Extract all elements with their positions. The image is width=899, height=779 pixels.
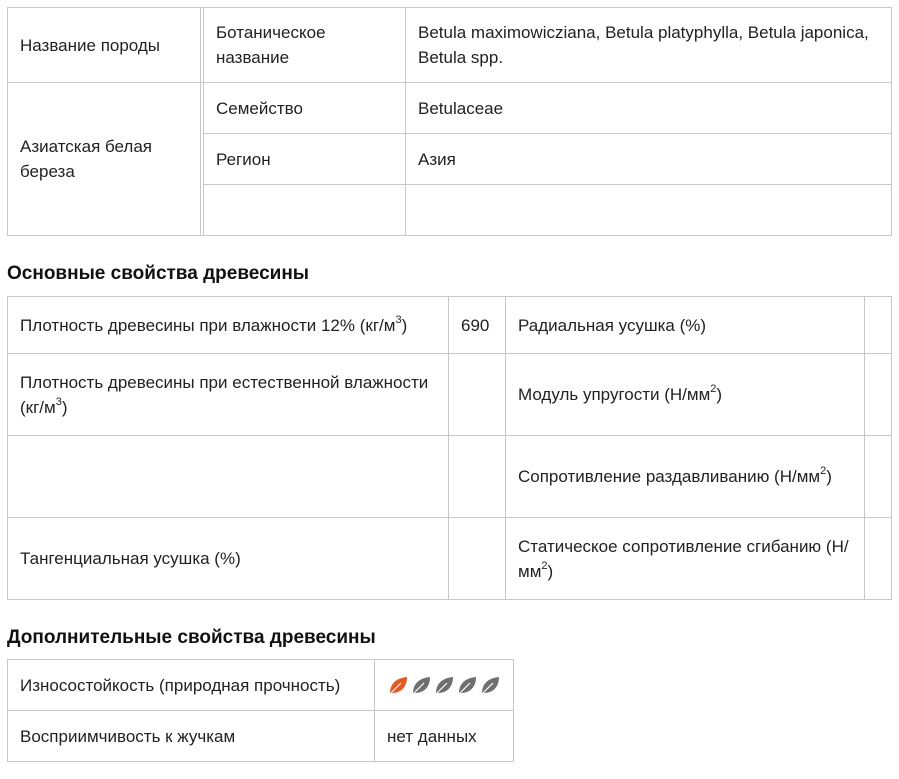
tangential-shrinkage-label: Тангенциальная усушка (%) [8, 518, 449, 600]
leaf-empty-icon [479, 674, 501, 696]
leaf-empty-icon [433, 674, 455, 696]
species-name-label: Название породы [8, 8, 201, 83]
family-label: Семейство [204, 83, 406, 134]
empty-cell [204, 185, 406, 236]
density-natural-label: Плотность древесины при естественной влажности $(кг/м^3)$ [8, 354, 449, 436]
radial-shrinkage-value [865, 297, 892, 354]
elastic-modulus-value [865, 354, 892, 436]
leaf-rating [387, 674, 501, 696]
density-natural-value [449, 354, 506, 436]
species-table [7, 7, 892, 236]
leaf-empty-icon [410, 674, 432, 696]
region-label: Регион [204, 134, 406, 185]
family-value: Betulaceae [406, 83, 892, 134]
bending-strength-label: Статическое сопротивление сгибанию $(Н/мм^2)$ [506, 518, 865, 600]
empty-cell [406, 185, 892, 236]
elastic-modulus-label: Модуль упругости $(Н/мм^2)$ [506, 354, 865, 436]
leaf-filled-icon [387, 674, 409, 696]
density-12-label: Плотность древесины при влажности 12% $(кг/м^3)$ [8, 297, 449, 354]
empty-cell [8, 436, 449, 518]
botanical-name-label: Ботаническое название [204, 8, 406, 83]
species-name-value: Азиатская белая береза [8, 83, 201, 236]
extra-properties-table [7, 659, 514, 762]
extra-properties-heading: Дополнительные свойства древесины [7, 627, 376, 648]
durability-rating [375, 660, 514, 711]
empty-cell [449, 436, 506, 518]
bending-strength-value [865, 518, 892, 600]
crushing-strength-value [865, 436, 892, 518]
radial-shrinkage-label: Радиальная усушка (%) [506, 297, 865, 354]
botanical-name-value: Betula maximowicziana, Betula platyphylla, Betula japonica, Betula spp. [406, 8, 892, 83]
region-value: Азия [406, 134, 892, 185]
durability-label: Износостойкость (природная прочность) [8, 660, 375, 711]
insect-susceptibility-label: Восприимчивость к жучкам [8, 711, 375, 762]
density-12-value: 690 [449, 297, 506, 354]
main-properties-heading: Основные свойства древесины [7, 263, 310, 284]
leaf-empty-icon [456, 674, 478, 696]
insect-susceptibility-value: нет данных [375, 711, 514, 762]
main-properties-table [7, 296, 892, 600]
tangential-shrinkage-value [449, 518, 506, 600]
crushing-strength-label: Сопротивление раздавливанию $(Н/мм^2)$ [506, 436, 865, 518]
